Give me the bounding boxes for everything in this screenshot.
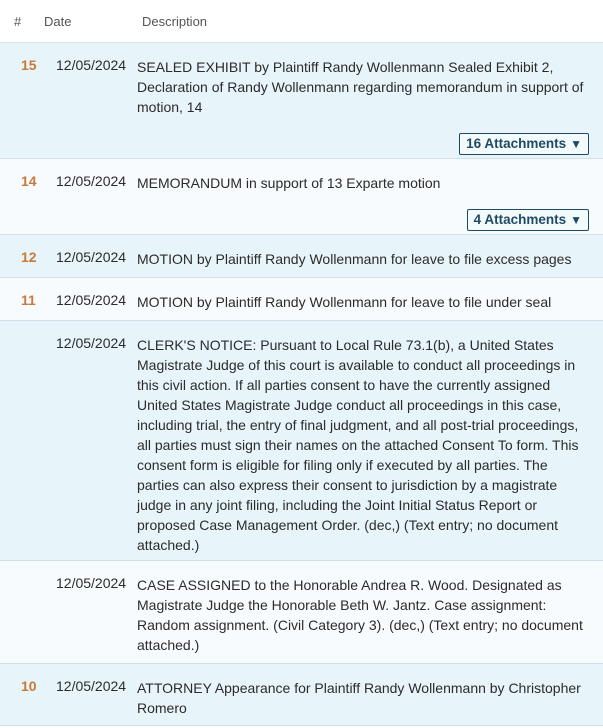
entry-description-text: CASE ASSIGNED to the Honorable Andrea R. Wood. Designated as Magistrate Judge the Honorable Beth W. Jantz. Case assignment: Random assignment. (Civil Category 3). (dec,) (Text entry; no document attached.): [137, 577, 583, 653]
entry-description-text[interactable]: SEALED EXHIBIT by Plaintiff Randy Wollenmann Sealed Exhibit 2, Declaration of Randy Wollenmann regarding memorandum in support of motion, 14: [137, 59, 584, 115]
entry-number: 15: [21, 57, 37, 73]
header-description: Description: [142, 13, 208, 29]
attachments-label: 16 Attachments: [466, 136, 567, 151]
entry-number: [0, 321, 44, 560]
entry-description: [136, 278, 603, 320]
entry-date: 12/05/2024: [56, 57, 127, 73]
attachments-label: 4 Attachments: [473, 212, 567, 227]
entry-description-text: CLERK'S NOTICE: Pursuant to Local Rule 73.1(b), a United States Magistrate Judge of this court is available to conduct all proceedings in this civil action. If all parties consent to have the currently assigned United States Magistrate Judge conduct all proceedings in this case, including trial, the entry of final judgment, and all post-trial proceedings, all parties must sign their names on the attached Consent To form. This consent form is eligible for filing only if executed by all parties. The parties can also express their consent to jurisdiction by a magistrate judge in any joint filing, including the Joint Initial Status Report or proposed Case Management Order. (dec,) (Text entry; no document attached.): [137, 337, 579, 553]
entry-date: 12/05/2024: [56, 678, 127, 694]
docket-entry-12: [0, 235, 603, 278]
entry-description-text[interactable]: MOTION by Plaintiff Randy Wollenmann for leave to file under seal: [137, 294, 552, 310]
attachments-button[interactable]: [467, 209, 589, 231]
entry-description: [136, 159, 603, 234]
docket-entry-11: [0, 278, 603, 321]
entry-description: [136, 321, 603, 560]
docket-entry-clerks-notice: [0, 321, 603, 561]
attachments-button[interactable]: [459, 133, 589, 155]
entry-description-text[interactable]: ATTORNEY Appearance for Plaintiff Randy Wollenmann by Christopher Romero: [137, 680, 581, 716]
docket-entry-10: [0, 664, 603, 726]
entry-description: [136, 43, 603, 158]
attachments-container: [137, 209, 589, 231]
entry-number: [0, 561, 44, 663]
docket-entry-case-assigned: [0, 561, 603, 664]
attachments-container: [137, 133, 589, 155]
entry-date: 12/05/2024: [56, 249, 127, 265]
entry-date: 12/05/2024: [56, 292, 127, 308]
entry-number: 14: [21, 173, 37, 189]
entry-description: [136, 561, 603, 663]
entry-description: [136, 235, 603, 277]
docket-entry-14: [0, 159, 603, 235]
header-number: #: [14, 13, 22, 29]
entry-date: 12/05/2024: [56, 173, 127, 189]
entry-date: 12/05/2024: [56, 575, 127, 591]
entry-number: 12: [21, 249, 37, 265]
caret-down-icon: ▼: [570, 213, 582, 227]
entry-description-text[interactable]: MEMORANDUM in support of 13 Exparte motion: [137, 175, 441, 191]
entry-number: 11: [21, 292, 36, 308]
entry-date: 12/05/2024: [56, 335, 127, 351]
entry-number: 10: [21, 678, 37, 694]
header-date: Date: [44, 13, 72, 29]
caret-down-icon: ▼: [570, 137, 582, 151]
entry-description-text[interactable]: MOTION by Plaintiff Randy Wollenmann for leave to file excess pages: [137, 251, 572, 267]
docket-header: [0, 0, 603, 43]
docket-entry-15: [0, 43, 603, 159]
entry-description: [136, 664, 603, 725]
